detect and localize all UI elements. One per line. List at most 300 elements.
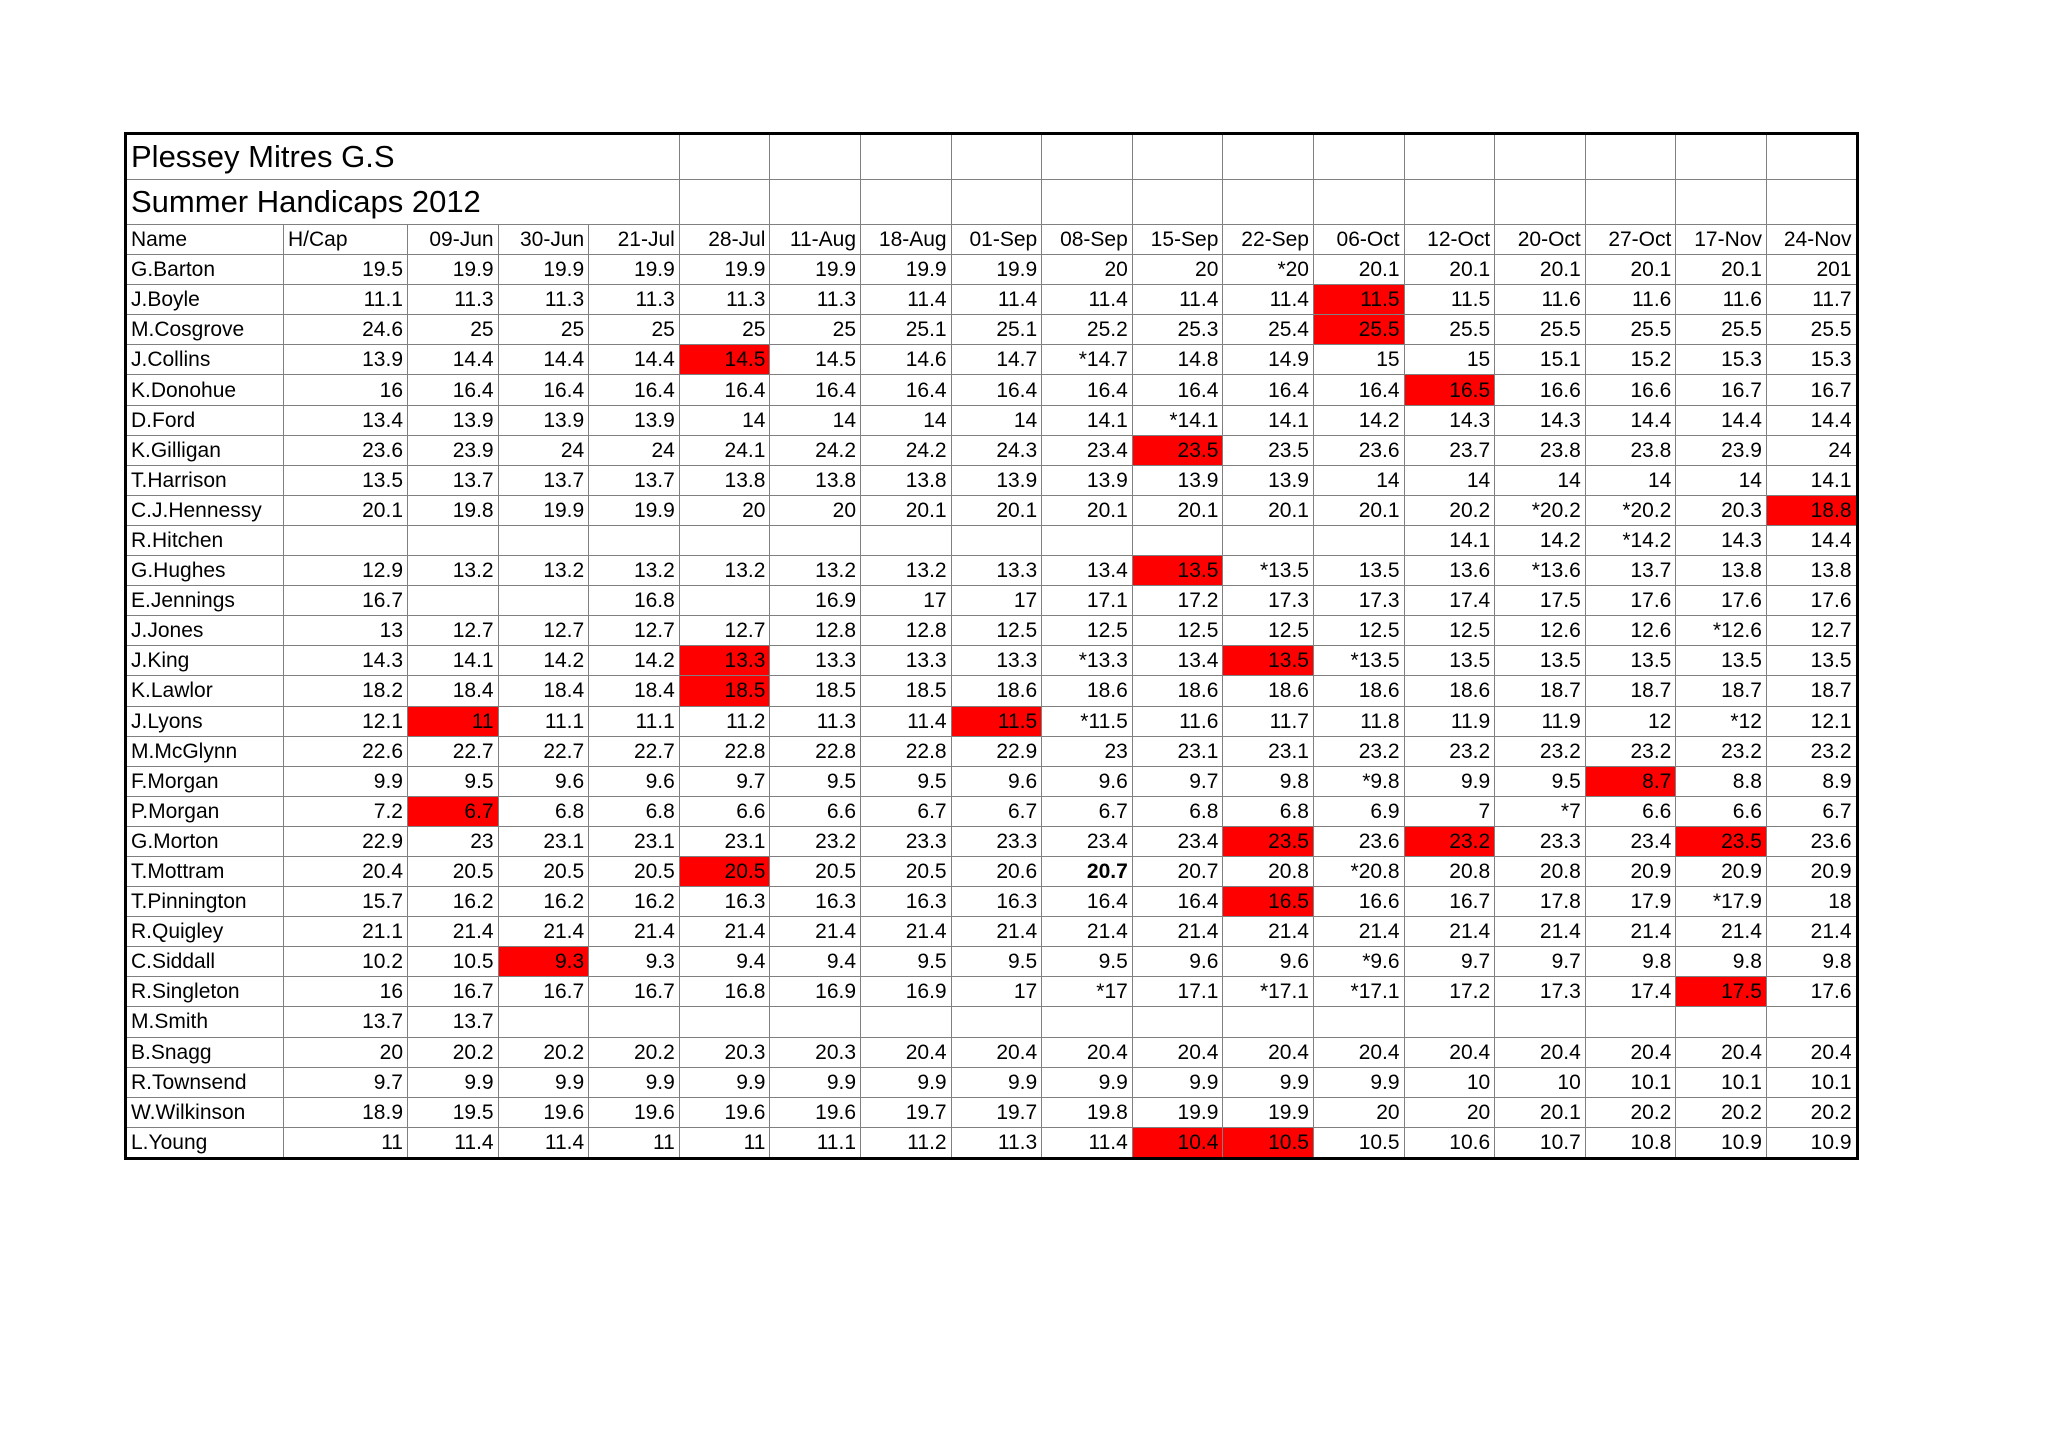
score-cell[interactable]: 20 (679, 495, 770, 525)
score-cell[interactable]: 16.9 (770, 977, 861, 1007)
score-cell[interactable]: 23.2 (1313, 736, 1404, 766)
score-cell[interactable]: 17 (861, 586, 952, 616)
score-cell[interactable]: 13.5 (1132, 556, 1223, 586)
score-cell[interactable]: 9.6 (498, 766, 589, 796)
score-cell[interactable]: 10.9 (1766, 1127, 1857, 1158)
score-cell[interactable]: 18.5 (770, 676, 861, 706)
score-cell[interactable]: 14.2 (498, 646, 589, 676)
score-cell[interactable]: 13.8 (770, 465, 861, 495)
score-cell[interactable]: 20.9 (1676, 856, 1767, 886)
header-date[interactable]: 21-Jul (589, 225, 680, 255)
score-cell[interactable]: 13.2 (770, 556, 861, 586)
header-date[interactable]: 12-Oct (1404, 225, 1495, 255)
score-cell[interactable]: 22.7 (498, 736, 589, 766)
player-name-cell[interactable]: K.Lawlor (126, 676, 284, 706)
score-cell[interactable]: *17.9 (1676, 887, 1767, 917)
score-cell[interactable]: *9.8 (1313, 766, 1404, 796)
score-cell[interactable]: 20.4 (1223, 1037, 1314, 1067)
score-cell[interactable] (951, 1007, 1042, 1037)
score-cell[interactable]: 11 (589, 1127, 680, 1158)
score-cell[interactable] (1404, 1007, 1495, 1037)
handicap-cell[interactable] (284, 525, 408, 555)
score-cell[interactable]: 14.4 (408, 345, 499, 375)
score-cell[interactable]: 14.1 (1404, 525, 1495, 555)
score-cell[interactable]: 17.6 (1766, 586, 1857, 616)
header-date[interactable]: 08-Sep (1042, 225, 1133, 255)
score-cell[interactable]: *13.3 (1042, 646, 1133, 676)
score-cell[interactable]: 6.9 (1313, 796, 1404, 826)
score-cell[interactable]: 16.7 (1404, 887, 1495, 917)
score-cell[interactable]: 11.4 (498, 1127, 589, 1158)
handicap-cell[interactable]: 11.1 (284, 285, 408, 315)
score-cell[interactable]: 24.1 (679, 435, 770, 465)
score-cell[interactable]: 20.2 (589, 1037, 680, 1067)
score-cell[interactable]: 13.7 (498, 465, 589, 495)
score-cell[interactable]: 18.5 (861, 676, 952, 706)
score-cell[interactable]: *12 (1676, 706, 1767, 736)
score-cell[interactable]: 23.2 (1404, 826, 1495, 856)
score-cell[interactable]: 25.5 (1495, 315, 1586, 345)
score-cell[interactable]: 14 (861, 405, 952, 435)
header-date[interactable]: 06-Oct (1313, 225, 1404, 255)
score-cell[interactable]: 9.5 (1042, 947, 1133, 977)
score-cell[interactable]: 11.1 (770, 1127, 861, 1158)
score-cell[interactable]: 22.7 (408, 736, 499, 766)
score-cell[interactable]: 9.9 (589, 1067, 680, 1097)
score-cell[interactable]: 14 (1313, 465, 1404, 495)
score-cell[interactable]: 20.2 (1766, 1097, 1857, 1127)
score-cell[interactable]: 25.5 (1313, 315, 1404, 345)
score-cell[interactable]: 13.7 (589, 465, 680, 495)
score-cell[interactable]: 12.7 (589, 616, 680, 646)
score-cell[interactable]: 14 (1676, 465, 1767, 495)
score-cell[interactable]: 19.7 (861, 1097, 952, 1127)
header-date[interactable]: 11-Aug (770, 225, 861, 255)
score-cell[interactable]: 12.6 (1495, 616, 1586, 646)
score-cell[interactable]: 13.9 (408, 405, 499, 435)
score-cell[interactable]: 21.4 (679, 917, 770, 947)
player-name-cell[interactable]: D.Ford (126, 405, 284, 435)
score-cell[interactable]: 20.1 (1313, 255, 1404, 285)
score-cell[interactable]: 6.6 (770, 796, 861, 826)
score-cell[interactable]: 7 (1404, 796, 1495, 826)
score-cell[interactable]: 25.5 (1585, 315, 1676, 345)
score-cell[interactable]: 6.6 (679, 796, 770, 826)
score-cell[interactable]: 23.1 (1132, 736, 1223, 766)
score-cell[interactable]: 23.7 (1404, 435, 1495, 465)
player-name-cell[interactable]: C.Siddall (126, 947, 284, 977)
score-cell[interactable]: 17.2 (1132, 586, 1223, 616)
score-cell[interactable]: 20.3 (1676, 495, 1767, 525)
score-cell[interactable]: 18.7 (1495, 676, 1586, 706)
score-cell[interactable]: 15 (1313, 345, 1404, 375)
player-name-cell[interactable]: E.Jennings (126, 586, 284, 616)
score-cell[interactable]: 13.8 (861, 465, 952, 495)
score-cell[interactable]: 17.1 (1132, 977, 1223, 1007)
score-cell[interactable]: 16.7 (589, 977, 680, 1007)
player-name-cell[interactable]: B.Snagg (126, 1037, 284, 1067)
score-cell[interactable]: 19.9 (589, 255, 680, 285)
score-cell[interactable]: 22.8 (770, 736, 861, 766)
score-cell[interactable]: 11.6 (1676, 285, 1767, 315)
empty-cell[interactable] (1132, 180, 1223, 225)
score-cell[interactable]: 9.7 (679, 766, 770, 796)
score-cell[interactable]: 16.8 (679, 977, 770, 1007)
score-cell[interactable]: 9.5 (408, 766, 499, 796)
score-cell[interactable]: *11.5 (1042, 706, 1133, 736)
score-cell[interactable]: *20.2 (1585, 495, 1676, 525)
handicap-cell[interactable]: 19.5 (284, 255, 408, 285)
score-cell[interactable]: 22.8 (861, 736, 952, 766)
score-cell[interactable]: 16.2 (498, 887, 589, 917)
score-cell[interactable]: 9.9 (679, 1067, 770, 1097)
empty-cell[interactable] (861, 180, 952, 225)
score-cell[interactable]: 11.9 (1495, 706, 1586, 736)
score-cell[interactable]: 11.4 (1223, 285, 1314, 315)
score-cell[interactable]: 15.2 (1585, 345, 1676, 375)
score-cell[interactable]: 11.1 (589, 706, 680, 736)
player-name-cell[interactable]: M.Smith (126, 1007, 284, 1037)
score-cell[interactable]: 20 (1042, 255, 1133, 285)
player-name-cell[interactable]: W.Wilkinson (126, 1097, 284, 1127)
score-cell[interactable]: 9.9 (1132, 1067, 1223, 1097)
score-cell[interactable]: 20.1 (1132, 495, 1223, 525)
score-cell[interactable]: 17.6 (1766, 977, 1857, 1007)
score-cell[interactable]: 6.8 (589, 796, 680, 826)
handicap-cell[interactable]: 13.4 (284, 405, 408, 435)
score-cell[interactable] (589, 1007, 680, 1037)
score-cell[interactable]: 13.3 (951, 646, 1042, 676)
score-cell[interactable]: 8.9 (1766, 766, 1857, 796)
score-cell[interactable]: 9.8 (1766, 947, 1857, 977)
score-cell[interactable]: 9.5 (951, 947, 1042, 977)
score-cell[interactable]: 14 (679, 405, 770, 435)
score-cell[interactable]: 12.5 (1313, 616, 1404, 646)
score-cell[interactable]: 17 (951, 977, 1042, 1007)
score-cell[interactable]: *17.1 (1223, 977, 1314, 1007)
score-cell[interactable]: 22.8 (679, 736, 770, 766)
score-cell[interactable]: 20.4 (1313, 1037, 1404, 1067)
score-cell[interactable]: 14.3 (1404, 405, 1495, 435)
header-date[interactable]: 24-Nov (1766, 225, 1857, 255)
empty-cell[interactable] (1223, 134, 1314, 180)
score-cell[interactable] (679, 1007, 770, 1037)
score-cell[interactable]: 8.8 (1676, 766, 1767, 796)
score-cell[interactable]: 16.2 (589, 887, 680, 917)
player-name-cell[interactable]: R.Quigley (126, 917, 284, 947)
empty-cell[interactable] (1313, 134, 1404, 180)
score-cell[interactable]: 20 (1404, 1097, 1495, 1127)
score-cell[interactable]: 6.7 (1766, 796, 1857, 826)
empty-cell[interactable] (1495, 180, 1586, 225)
score-cell[interactable]: 20.4 (1132, 1037, 1223, 1067)
score-cell[interactable]: 9.8 (1676, 947, 1767, 977)
score-cell[interactable]: *13.5 (1223, 556, 1314, 586)
score-cell[interactable]: 18.7 (1676, 676, 1767, 706)
score-cell[interactable]: 9.5 (861, 766, 952, 796)
score-cell[interactable]: 11.3 (498, 285, 589, 315)
score-cell[interactable]: 21.4 (1404, 917, 1495, 947)
score-cell[interactable]: 14.4 (1766, 405, 1857, 435)
handicap-cell[interactable]: 12.1 (284, 706, 408, 736)
score-cell[interactable] (1676, 1007, 1767, 1037)
empty-cell[interactable] (1676, 134, 1767, 180)
score-cell[interactable]: 16.5 (1404, 375, 1495, 405)
score-cell[interactable]: 20.2 (1404, 495, 1495, 525)
score-cell[interactable]: 16.7 (408, 977, 499, 1007)
score-cell[interactable]: 20.1 (1495, 255, 1586, 285)
score-cell[interactable]: 11.1 (498, 706, 589, 736)
score-cell[interactable]: 14.3 (1676, 525, 1767, 555)
score-cell[interactable]: 16.9 (861, 977, 952, 1007)
score-cell[interactable]: 9.7 (1495, 947, 1586, 977)
score-cell[interactable]: 10.1 (1676, 1067, 1767, 1097)
header-date[interactable]: 30-Jun (498, 225, 589, 255)
score-cell[interactable]: 16.3 (770, 887, 861, 917)
sheet-title[interactable]: Plessey Mitres G.S (126, 134, 680, 180)
score-cell[interactable]: 17.6 (1585, 586, 1676, 616)
score-cell[interactable]: 9.9 (408, 1067, 499, 1097)
score-cell[interactable]: 14.5 (679, 345, 770, 375)
handicap-cell[interactable]: 16.7 (284, 586, 408, 616)
score-cell[interactable]: 23.6 (1313, 826, 1404, 856)
score-cell[interactable]: 19.7 (951, 1097, 1042, 1127)
score-cell[interactable]: 21.4 (498, 917, 589, 947)
handicap-cell[interactable]: 11 (284, 1127, 408, 1158)
score-cell[interactable]: 19.8 (408, 495, 499, 525)
player-name-cell[interactable]: K.Donohue (126, 375, 284, 405)
score-cell[interactable]: 9.6 (1223, 947, 1314, 977)
player-name-cell[interactable]: R.Townsend (126, 1067, 284, 1097)
score-cell[interactable]: 13.5 (1585, 646, 1676, 676)
score-cell[interactable]: 19.9 (679, 255, 770, 285)
score-cell[interactable]: 20.7 (1132, 856, 1223, 886)
score-cell[interactable]: 23.9 (408, 435, 499, 465)
score-cell[interactable]: 23.6 (1766, 826, 1857, 856)
score-cell[interactable]: 9.9 (951, 1067, 1042, 1097)
score-cell[interactable]: 10.1 (1585, 1067, 1676, 1097)
player-name-cell[interactable]: J.Jones (126, 616, 284, 646)
score-cell[interactable]: 12.7 (1766, 616, 1857, 646)
empty-cell[interactable] (1585, 180, 1676, 225)
player-name-cell[interactable]: F.Morgan (126, 766, 284, 796)
score-cell[interactable]: 6.7 (408, 796, 499, 826)
score-cell[interactable]: 14 (1404, 465, 1495, 495)
score-cell[interactable]: 13.5 (1404, 646, 1495, 676)
score-cell[interactable]: 14.4 (1766, 525, 1857, 555)
score-cell[interactable]: 19.9 (408, 255, 499, 285)
handicap-cell[interactable]: 21.1 (284, 917, 408, 947)
score-cell[interactable]: 6.7 (861, 796, 952, 826)
score-cell[interactable]: 18.8 (1766, 495, 1857, 525)
score-cell[interactable]: 16.4 (589, 375, 680, 405)
score-cell[interactable]: 12.5 (1404, 616, 1495, 646)
score-cell[interactable]: 19.5 (408, 1097, 499, 1127)
score-cell[interactable]: 17.6 (1676, 586, 1767, 616)
score-cell[interactable]: 19.9 (1132, 1097, 1223, 1127)
header-date[interactable]: 01-Sep (951, 225, 1042, 255)
score-cell[interactable]: 14.2 (1495, 525, 1586, 555)
score-cell[interactable]: *20.8 (1313, 856, 1404, 886)
score-cell[interactable]: 24.2 (770, 435, 861, 465)
score-cell[interactable]: *13.6 (1495, 556, 1586, 586)
score-cell[interactable]: 25.1 (951, 315, 1042, 345)
score-cell[interactable]: 19.8 (1042, 1097, 1133, 1127)
score-cell[interactable]: 13.7 (408, 465, 499, 495)
score-cell[interactable]: 23.5 (1223, 435, 1314, 465)
score-cell[interactable]: 25 (498, 315, 589, 345)
score-cell[interactable]: 20.4 (1676, 1037, 1767, 1067)
header-date[interactable]: 17-Nov (1676, 225, 1767, 255)
score-cell[interactable]: 13.3 (770, 646, 861, 676)
score-cell[interactable]: 11.5 (1404, 285, 1495, 315)
player-name-cell[interactable]: G.Morton (126, 826, 284, 856)
score-cell[interactable]: 19.9 (1223, 1097, 1314, 1127)
score-cell[interactable]: 16.4 (1132, 375, 1223, 405)
score-cell[interactable]: 16.4 (408, 375, 499, 405)
empty-cell[interactable] (679, 180, 770, 225)
score-cell[interactable]: 23.9 (1676, 435, 1767, 465)
score-cell[interactable]: 20.5 (589, 856, 680, 886)
player-name-cell[interactable]: M.McGlynn (126, 736, 284, 766)
score-cell[interactable]: 13.7 (1585, 556, 1676, 586)
score-cell[interactable]: 23.4 (1042, 826, 1133, 856)
handicap-cell[interactable]: 13.5 (284, 465, 408, 495)
score-cell[interactable]: 13.5 (1223, 646, 1314, 676)
score-cell[interactable]: 13.2 (408, 556, 499, 586)
score-cell[interactable]: 9.8 (1223, 766, 1314, 796)
score-cell[interactable]: 13.3 (951, 556, 1042, 586)
score-cell[interactable]: 19.6 (770, 1097, 861, 1127)
score-cell[interactable]: 23.1 (679, 826, 770, 856)
score-cell[interactable]: 23 (1042, 736, 1133, 766)
score-cell[interactable]: 24.3 (951, 435, 1042, 465)
score-cell[interactable]: 11.4 (861, 706, 952, 736)
score-cell[interactable]: 11.4 (408, 1127, 499, 1158)
score-cell[interactable]: 20.1 (861, 495, 952, 525)
player-name-cell[interactable]: R.Hitchen (126, 525, 284, 555)
handicap-cell[interactable]: 18.2 (284, 676, 408, 706)
score-cell[interactable]: 12.8 (770, 616, 861, 646)
score-cell[interactable]: 23.5 (1676, 826, 1767, 856)
score-cell[interactable]: 16.2 (408, 887, 499, 917)
score-cell[interactable]: 17.3 (1313, 586, 1404, 616)
score-cell[interactable]: 11.3 (770, 706, 861, 736)
score-cell[interactable]: 25.4 (1223, 315, 1314, 345)
score-cell[interactable]: 23.4 (1132, 826, 1223, 856)
player-name-cell[interactable]: J.King (126, 646, 284, 676)
score-cell[interactable]: 17.5 (1676, 977, 1767, 1007)
header-date[interactable]: 27-Oct (1585, 225, 1676, 255)
score-cell[interactable]: 11.6 (1495, 285, 1586, 315)
score-cell[interactable]: 14.7 (951, 345, 1042, 375)
score-cell[interactable]: 13.9 (1132, 465, 1223, 495)
score-cell[interactable]: 25 (679, 315, 770, 345)
score-cell[interactable]: *14.2 (1585, 525, 1676, 555)
score-cell[interactable]: 14.2 (589, 646, 680, 676)
score-cell[interactable]: 21.4 (1223, 917, 1314, 947)
score-cell[interactable]: 16.4 (498, 375, 589, 405)
score-cell[interactable]: 18.7 (1585, 676, 1676, 706)
score-cell[interactable]: 10.5 (1313, 1127, 1404, 1158)
score-cell[interactable] (498, 525, 589, 555)
score-cell[interactable]: 23.2 (1404, 736, 1495, 766)
score-cell[interactable]: 23.5 (1223, 826, 1314, 856)
score-cell[interactable]: 20.4 (951, 1037, 1042, 1067)
score-cell[interactable]: 13.8 (679, 465, 770, 495)
score-cell[interactable] (1132, 1007, 1223, 1037)
score-cell[interactable]: 21.4 (861, 917, 952, 947)
score-cell[interactable] (1766, 1007, 1857, 1037)
score-cell[interactable]: 20.8 (1223, 856, 1314, 886)
score-cell[interactable]: 25 (408, 315, 499, 345)
empty-cell[interactable] (1404, 134, 1495, 180)
score-cell[interactable]: 23.2 (1676, 736, 1767, 766)
score-cell[interactable]: 25.2 (1042, 315, 1133, 345)
score-cell[interactable]: 11.3 (589, 285, 680, 315)
score-cell[interactable]: 14.1 (1042, 405, 1133, 435)
score-cell[interactable]: 11.4 (951, 285, 1042, 315)
header-name[interactable]: Name (126, 225, 284, 255)
score-cell[interactable]: 18 (1766, 887, 1857, 917)
score-cell[interactable]: 11.3 (679, 285, 770, 315)
score-cell[interactable]: *14.1 (1132, 405, 1223, 435)
player-name-cell[interactable]: J.Boyle (126, 285, 284, 315)
score-cell[interactable]: 6.6 (1676, 796, 1767, 826)
score-cell[interactable]: 22.7 (589, 736, 680, 766)
score-cell[interactable] (679, 525, 770, 555)
score-cell[interactable]: 11.7 (1223, 706, 1314, 736)
player-name-cell[interactable]: J.Lyons (126, 706, 284, 736)
score-cell[interactable]: 13.6 (1404, 556, 1495, 586)
header-date[interactable]: 15-Sep (1132, 225, 1223, 255)
score-cell[interactable]: 20.1 (1313, 495, 1404, 525)
score-cell[interactable]: 11.2 (861, 1127, 952, 1158)
score-cell[interactable]: 12 (1585, 706, 1676, 736)
score-cell[interactable]: 12.5 (1223, 616, 1314, 646)
score-cell[interactable]: 6.8 (498, 796, 589, 826)
score-cell[interactable]: 20.4 (1585, 1037, 1676, 1067)
score-cell[interactable]: 23.3 (861, 826, 952, 856)
handicap-cell[interactable]: 13.9 (284, 345, 408, 375)
score-cell[interactable]: 11.6 (1585, 285, 1676, 315)
score-cell[interactable]: 23 (408, 826, 499, 856)
score-cell[interactable]: 23.2 (1585, 736, 1676, 766)
score-cell[interactable]: *20 (1223, 255, 1314, 285)
score-cell[interactable]: 14.8 (1132, 345, 1223, 375)
score-cell[interactable]: 9.6 (1132, 947, 1223, 977)
score-cell[interactable]: 16.6 (1585, 375, 1676, 405)
score-cell[interactable]: 16.7 (1766, 375, 1857, 405)
score-cell[interactable]: 23.4 (1585, 826, 1676, 856)
score-cell[interactable]: *20.2 (1495, 495, 1586, 525)
empty-cell[interactable] (861, 134, 952, 180)
score-cell[interactable]: 16.4 (1042, 375, 1133, 405)
score-cell[interactable]: 11 (408, 706, 499, 736)
score-cell[interactable]: 24 (498, 435, 589, 465)
score-cell[interactable]: 12.5 (1132, 616, 1223, 646)
score-cell[interactable]: 20.2 (1585, 1097, 1676, 1127)
handicap-cell[interactable]: 16 (284, 375, 408, 405)
score-cell[interactable]: *9.6 (1313, 947, 1404, 977)
score-cell[interactable]: 20.2 (498, 1037, 589, 1067)
empty-cell[interactable] (951, 180, 1042, 225)
empty-cell[interactable] (1132, 134, 1223, 180)
score-cell[interactable]: 201 (1766, 255, 1857, 285)
score-cell[interactable] (770, 1007, 861, 1037)
score-cell[interactable]: *17 (1042, 977, 1133, 1007)
score-cell[interactable]: 23.2 (1766, 736, 1857, 766)
